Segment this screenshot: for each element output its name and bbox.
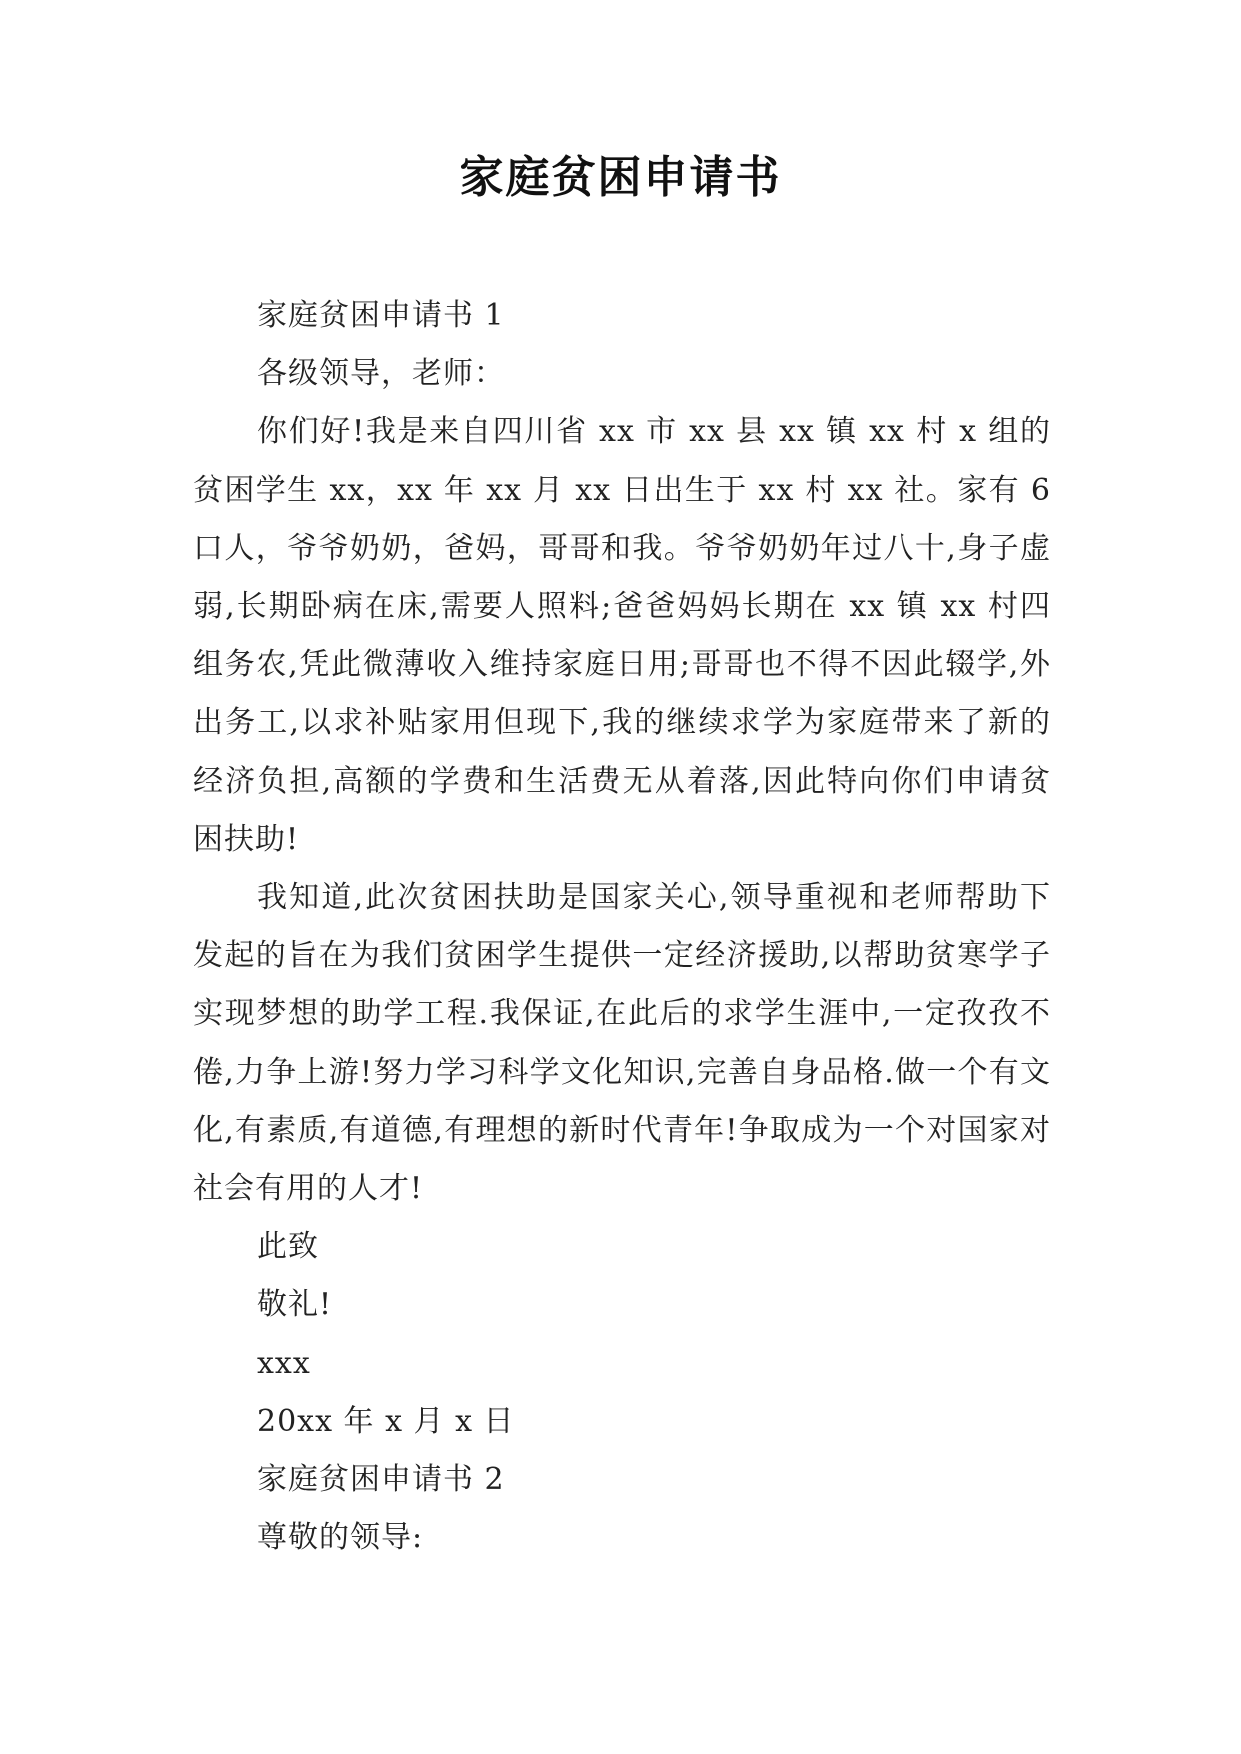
signature: xxx	[257, 1345, 311, 1381]
section-heading-1: 家庭贫困申请书 1	[257, 298, 505, 333]
section-heading-2: 家庭贫困申请书 2	[257, 1461, 505, 1497]
paragraph-2: 我知道,此次贫困扶助是国家关心,领导重视和老师帮助下发起的旨在为我们贫困学生提供一定经济援助,以帮助贫寒学子实现梦想的助学工程.我保证,在此后的求学生涯中,一定孜孜不倦,力争上游!努力学习科学文化知识,完善自身品格.做一个有文化,有素质,有道德,有理想的新时代青年!争取成为一个对国家对社会有用的人才!	[193, 880, 1051, 1207]
closing-salute: 敬礼!	[257, 1287, 333, 1323]
salutation-1: 各级领导，老师：	[257, 356, 505, 392]
closing-regards: 此致	[257, 1229, 319, 1265]
date-line: 20xx 年 x 月 x 日	[257, 1403, 515, 1439]
salutation-2: 尊敬的领导:	[257, 1520, 424, 1556]
paragraph-1: 你们好!我是来自四川省 xx 市 xx 县 xx 镇 xx 村 x 组的贫困学生 xx，xx 年 xx 月 xx 日出生于 xx 村 xx 社。家有 6 口人，爷爷奶奶，爸妈，哥哥和我。爷爷奶奶年过八十,身子虚弱,长期卧病在床,需要人照料;爸爸妈妈长期在 xx 镇 xx 村四组务农,凭此微薄收入维持家庭日用;哥哥也不得不因此辍学,外出务工,以求补贴家用但现下,我的继续求学为家庭带来了新的经济负担,高额的学费和生活费无从着落,因此特向你们申请贫困扶助!	[193, 414, 1051, 857]
document-body	[193, 287, 1051, 1567]
document-title: 家庭贫困申请书	[459, 152, 782, 203]
